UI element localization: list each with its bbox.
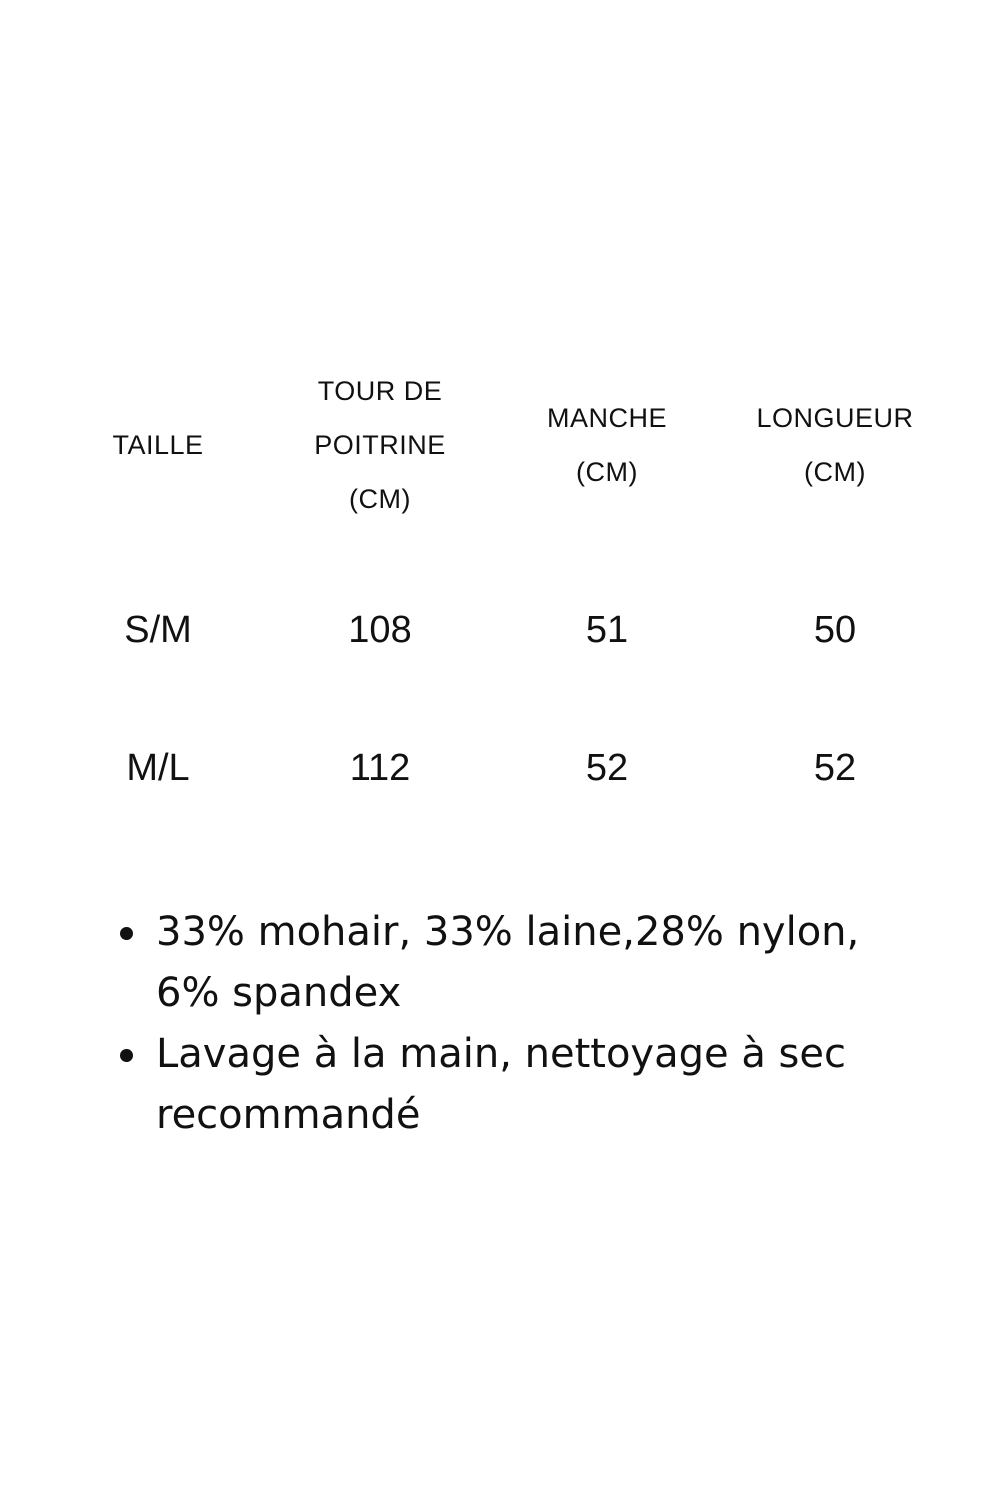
bullet-icon: [120, 927, 133, 940]
bullet-icon: [120, 1049, 133, 1062]
list-item-care: [110, 1024, 890, 1146]
composition-text: 33% mohair, 33% laine,28% nylon, 6% spandex: [156, 909, 860, 1016]
cell-size: S/M: [124, 609, 192, 651]
cell-size: M/L: [126, 747, 190, 789]
list-item-composition: [110, 902, 890, 1024]
cell-sleeve: 52: [585, 747, 629, 789]
cell-chest: 108: [348, 609, 412, 651]
product-notes-list: [110, 902, 890, 1146]
header-longueur: LONGUEUR (CM): [756, 403, 914, 487]
care-text: Lavage à la main, nettoyage à sec recommandé: [156, 1031, 846, 1138]
table-row: [45, 600, 955, 660]
cell-length: 50: [813, 609, 857, 651]
header-manche: MANCHE (CM): [546, 403, 667, 487]
size-chart-table: [45, 360, 955, 789]
cell-chest: 112: [349, 747, 411, 789]
header-tour-de-poitrine: TOUR DE POITRINE (CM): [314, 376, 446, 514]
cell-length: 52: [813, 747, 857, 789]
cell-sleeve: 51: [585, 609, 629, 651]
header-taille: TAILLE: [112, 430, 204, 460]
table-row: [45, 738, 955, 798]
table-header-row: [45, 360, 955, 530]
